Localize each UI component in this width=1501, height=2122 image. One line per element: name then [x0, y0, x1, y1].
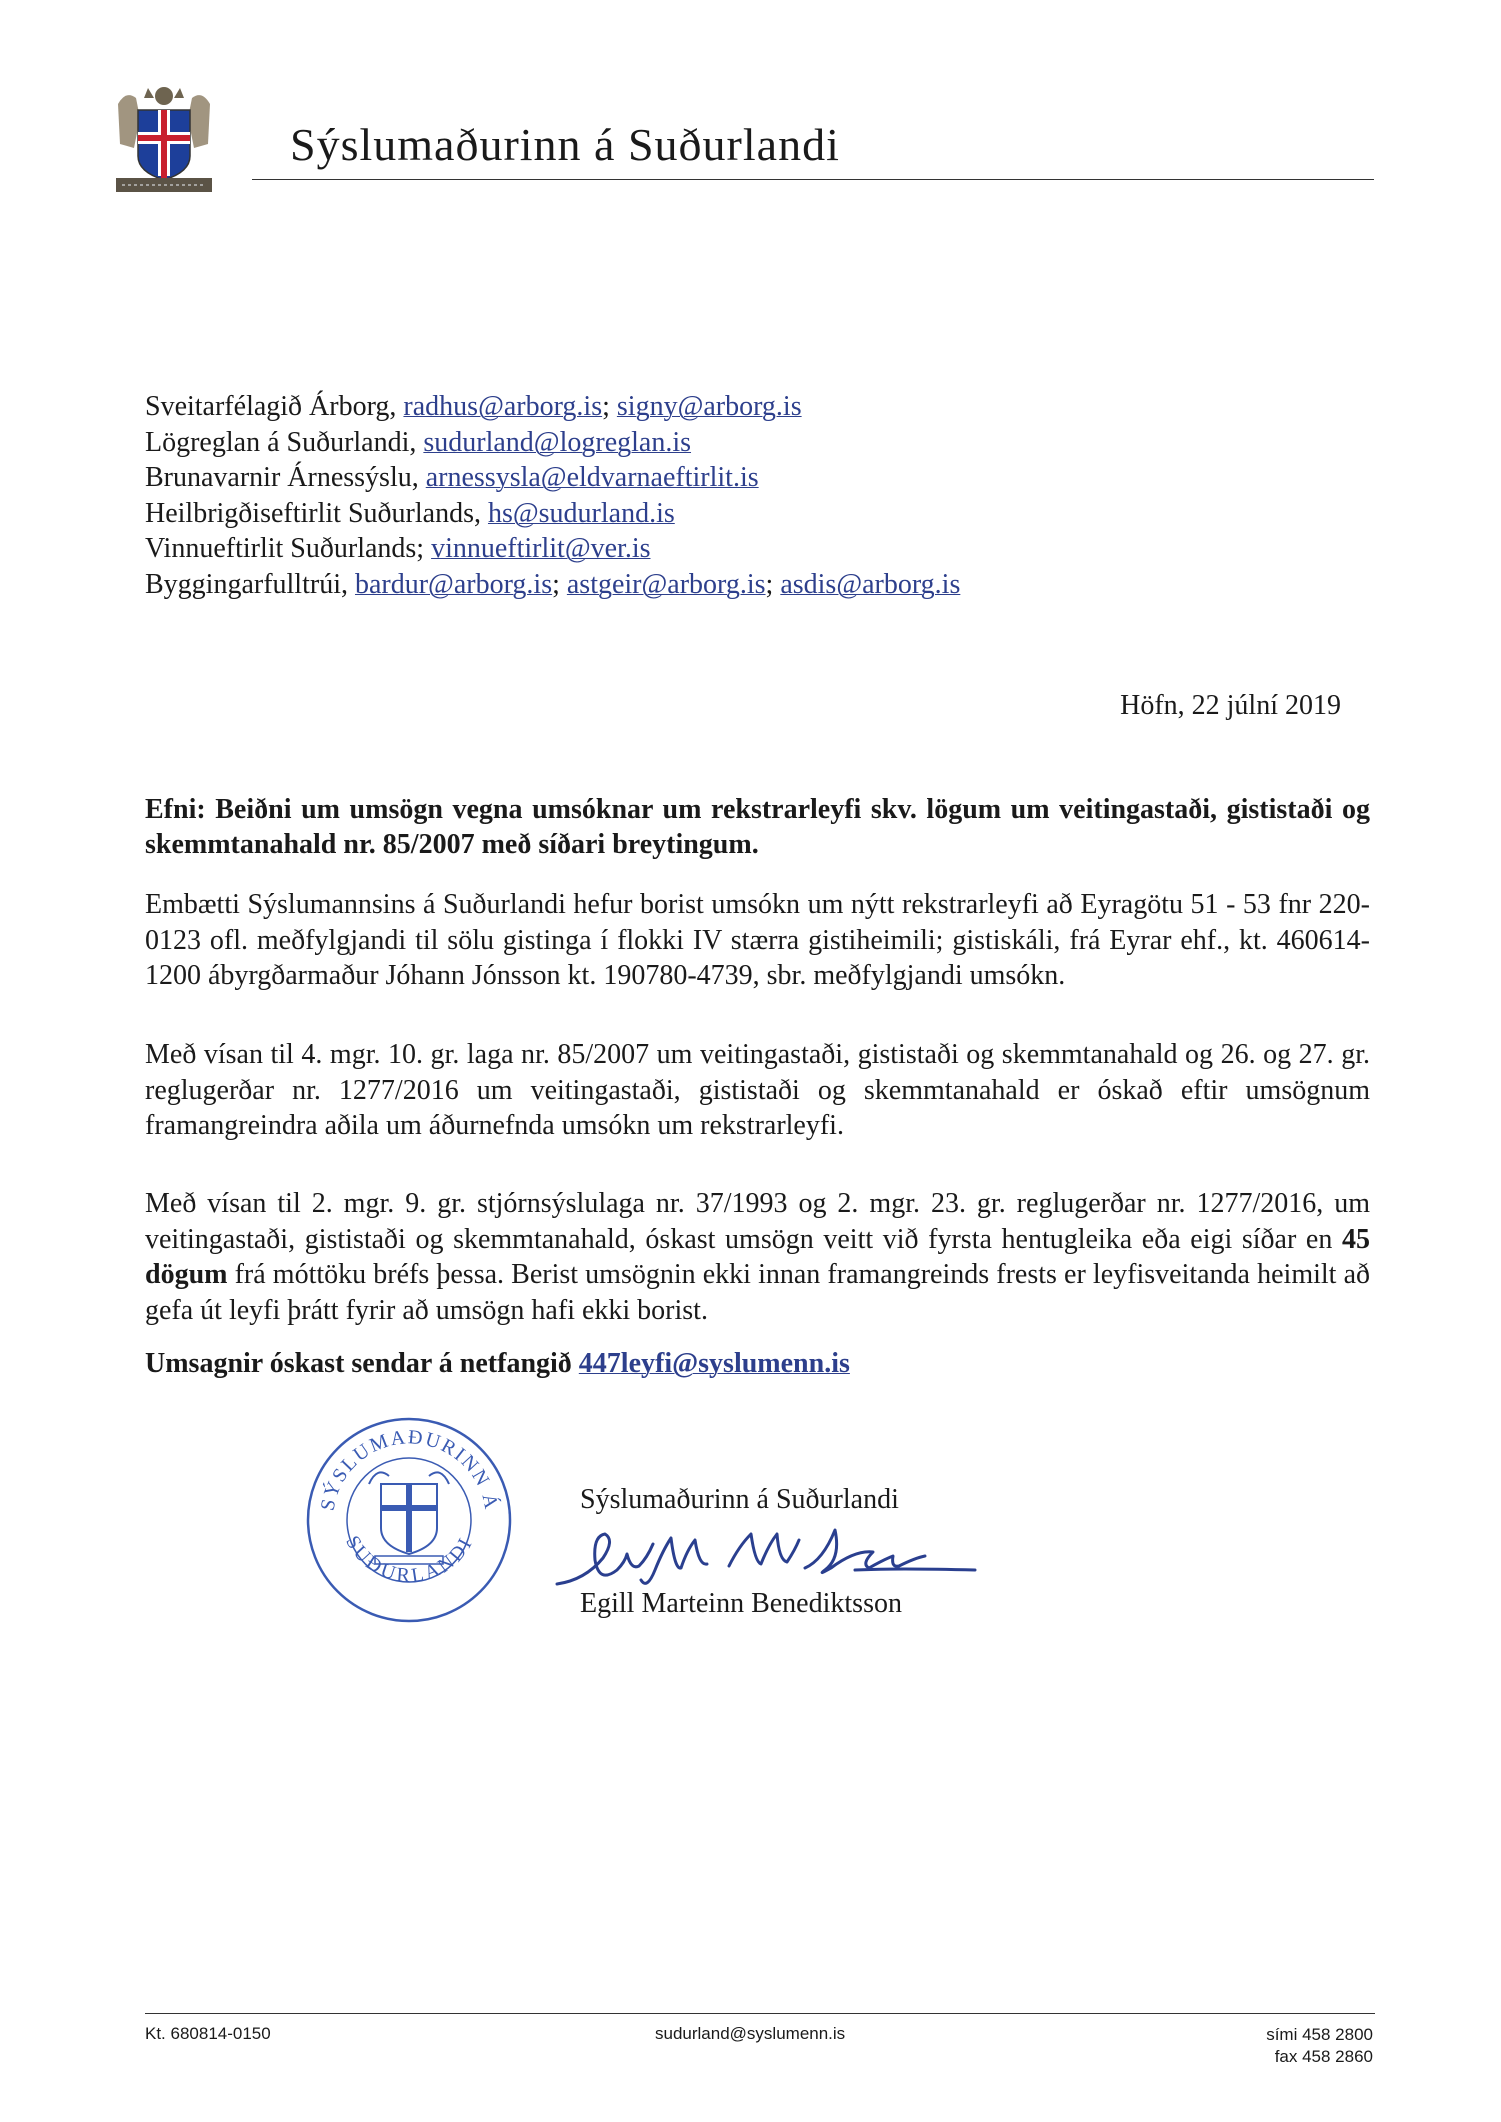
recipient-name: Byggingarfulltrúi, [145, 568, 348, 600]
header-divider [252, 179, 1374, 180]
recipient-email-link[interactable]: bardur@arborg.is [354, 568, 553, 600]
office-title: Sýslumaðurinn á Suðurlandi [290, 119, 840, 170]
contact-label: Umsagnir óskast sendar á netfangið [145, 1348, 572, 1379]
paragraph-3-text-end: frá móttöku bréfs þessa. Berist umsögnin ekki innan framangreinds frests er leyfisveitanda heimilt að gefa út leyfi þrátt fyrir að umsögn hafi ekki borist. [145, 1259, 1370, 1326]
recipient-line [145, 567, 960, 603]
body-paragraph-2: Með vísan til 4. mgr. 10. gr. laga nr. 85/2007 um veitingastaði, gististaði og skemmtanahald og 26. og 27. gr. reglugerðar nr. 1277/2016 um veitingastaði, gististaði og skemmtanahald er óskað eftir umsögnum framangreindra aðila um áðurnefnda umsókn um rekstrarleyfi. [145, 1039, 1370, 1141]
recipient-line [145, 531, 960, 567]
recipient-email-link[interactable]: arnessysla@eldvarnaeftirlit.is [425, 462, 759, 493]
letter-subject: Efni: Beiðni um umsögn vegna umsóknar um rekstrarleyfi skv. lögum um veitingastaði, gististaði og skemmtanahald nr. 85/2007 með síðari breytingum. [145, 794, 1370, 860]
signatory-name: Egill Marteinn Benediktsson [580, 1588, 902, 1619]
recipient-email-link[interactable]: vinnueftirlit@ver.is [431, 533, 651, 564]
recipient-email-link[interactable]: asdis@arborg.is [780, 568, 961, 600]
footer-phone-fax [1266, 2024, 1373, 2068]
recipient-line [145, 425, 960, 461]
footer-divider [145, 2013, 1375, 2014]
recipient-email-link[interactable]: astgeir@arborg.is [566, 568, 766, 600]
footer-email: sudurland@syslumenn.is [655, 2024, 846, 2043]
paragraph-3-text-start: Með vísan til 2. mgr. 9. gr. stjórnsýslulaga nr. 37/1993 og 2. mgr. 23. gr. reglugerðar nr. 1277/2016, um veitingastaði, gististaði og skemmtanahald, óskast umsögn veitt við fyrsta hentugleika eða eigi síðar en [145, 1188, 1370, 1255]
recipient-name: Sveitarfélagið Árborg, [145, 391, 397, 422]
recipient-name: Brunavarnir Árnessýslu, [145, 462, 419, 493]
stamp-text-bottom: SUÐURLANDI [341, 1532, 478, 1587]
contact-line [145, 1348, 850, 1380]
recipient-email-link[interactable]: signy@arborg.is [616, 391, 802, 422]
official-stamp-icon [303, 1414, 516, 1626]
recipient-email-link[interactable]: hs@sudurland.is [487, 497, 675, 529]
footer-phone-number: sími 458 2800 [1266, 2025, 1373, 2044]
handwritten-signature [555, 1510, 980, 1600]
contact-email-link[interactable]: 447leyfi@syslumenn.is [578, 1348, 850, 1379]
body-paragraph-1: Embætti Sýslumannsins á Suðurlandi hefur borist umsókn um nýtt rekstrarleyfi að Eyragötu 51 - 53 fnr 220-0123 ofl. meðfylgjandi til sölu gistinga í flokki IV stærra gistiheimili; gistiskáli, frá Eyrar ehf., kt. 460614-1200 ábyrgðarmaður Jóhann Jónsson kt. 190780-4739, sbr. meðfylgjandi umsókn. [145, 889, 1370, 991]
signature-office: Sýslumaðurinn á Suðurlandi [580, 1484, 899, 1515]
letter-date: Höfn, 22 júlní 2019 [1120, 690, 1341, 721]
recipient-line [145, 460, 960, 496]
deadline-days: 45 dögum [145, 1223, 1370, 1290]
recipient-line [145, 389, 960, 425]
body-paragraph-3 [145, 1186, 1370, 1328]
email-separator: ; [552, 568, 567, 600]
footer-fax-number: fax 458 2860 [1274, 2047, 1373, 2066]
coat-of-arms-icon [108, 84, 220, 200]
footer-kennitala: Kt. 680814-0150 [145, 2024, 271, 2043]
recipient-email-link[interactable]: sudurland@logreglan.is [423, 426, 692, 458]
stamp-text-top: SÝSLUMAÐURINN Á [316, 1426, 503, 1513]
recipient-line [145, 496, 960, 532]
recipient-email-link[interactable]: radhus@arborg.is [403, 391, 603, 422]
recipient-name: Vinnueftirlit Suðurlands; [145, 533, 425, 564]
recipient-list [145, 389, 960, 602]
email-separator: ; [602, 391, 617, 422]
recipient-name: Heilbrigðiseftirlit Suðurlands, [145, 497, 481, 529]
email-separator: ; [765, 568, 781, 600]
recipient-name: Lögreglan á Suðurlandi, [145, 426, 417, 458]
